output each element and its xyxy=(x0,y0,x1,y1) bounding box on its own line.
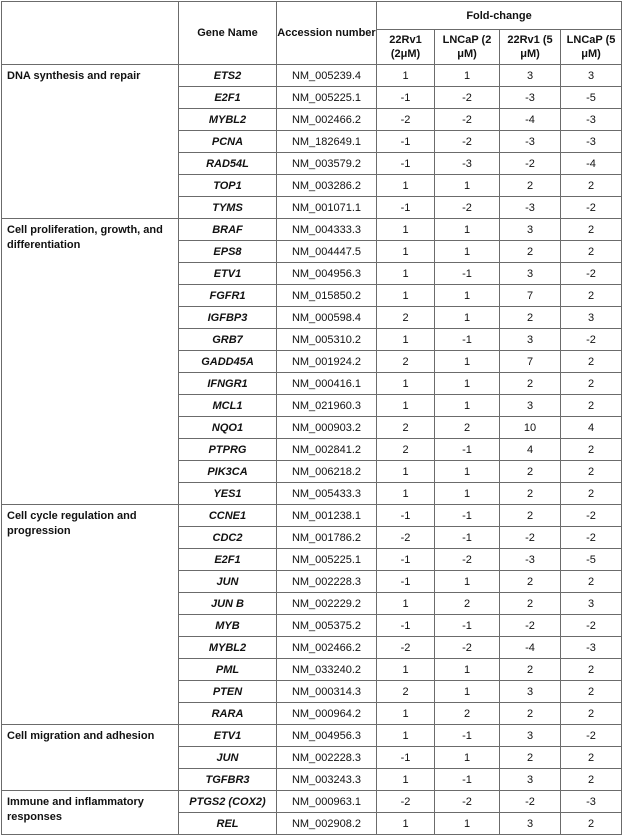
value-22rv1-2um: -1 xyxy=(377,571,435,593)
value-lncap-5um: 2 xyxy=(561,175,622,197)
value-lncap-2um: -1 xyxy=(435,615,500,637)
accession-cell: NM_001071.1 xyxy=(277,197,377,219)
value-22rv1-2um: -2 xyxy=(377,637,435,659)
value-22rv1-2um: -1 xyxy=(377,197,435,219)
gene-name-cell: RAD54L xyxy=(179,153,277,175)
value-22rv1-5um: 2 xyxy=(500,175,561,197)
category-label: Cell cycle regulation and progression xyxy=(2,505,179,725)
value-22rv1-5um: 7 xyxy=(500,285,561,307)
value-lncap-5um: 4 xyxy=(561,417,622,439)
gene-name-cell: IFNGR1 xyxy=(179,373,277,395)
gene-name-cell: E2F1 xyxy=(179,87,277,109)
value-lncap-2um: 1 xyxy=(435,373,500,395)
value-lncap-5um: -3 xyxy=(561,131,622,153)
header-accession: Accession number xyxy=(277,2,377,65)
gene-name-cell: PTEN xyxy=(179,681,277,703)
header-fold-change: Fold-change xyxy=(377,2,622,30)
value-22rv1-2um: -1 xyxy=(377,747,435,769)
value-22rv1-5um: 2 xyxy=(500,461,561,483)
value-lncap-5um: -2 xyxy=(561,527,622,549)
value-lncap-5um: 2 xyxy=(561,571,622,593)
gene-name-cell: FGFR1 xyxy=(179,285,277,307)
value-lncap-2um: -1 xyxy=(435,769,500,791)
gene-name-cell: EPS8 xyxy=(179,241,277,263)
accession-cell: NM_182649.1 xyxy=(277,131,377,153)
value-22rv1-5um: 2 xyxy=(500,505,561,527)
gene-name-cell: ETV1 xyxy=(179,725,277,747)
value-22rv1-5um: 3 xyxy=(500,219,561,241)
accession-cell: NM_006218.2 xyxy=(277,461,377,483)
value-lncap-2um: 1 xyxy=(435,65,500,87)
value-lncap-2um: -3 xyxy=(435,153,500,175)
value-22rv1-5um: 10 xyxy=(500,417,561,439)
header-col-22rv1-2um: 22Rv1 (2μM) xyxy=(377,30,435,65)
value-lncap-5um: 2 xyxy=(561,439,622,461)
value-22rv1-5um: 2 xyxy=(500,483,561,505)
fold-change-table xyxy=(1,1,622,835)
value-22rv1-5um: 7 xyxy=(500,351,561,373)
value-22rv1-5um: 3 xyxy=(500,329,561,351)
value-22rv1-2um: 1 xyxy=(377,659,435,681)
accession-cell: NM_000964.2 xyxy=(277,703,377,725)
gene-name-cell: BRAF xyxy=(179,219,277,241)
category-label: DNA synthesis and repair xyxy=(2,65,179,219)
value-lncap-2um: -2 xyxy=(435,131,500,153)
value-22rv1-5um: 3 xyxy=(500,263,561,285)
value-22rv1-2um: 1 xyxy=(377,769,435,791)
accession-cell: NM_021960.3 xyxy=(277,395,377,417)
value-22rv1-2um: -1 xyxy=(377,87,435,109)
value-lncap-2um: -2 xyxy=(435,637,500,659)
value-22rv1-5um: -2 xyxy=(500,153,561,175)
value-22rv1-5um: 3 xyxy=(500,65,561,87)
gene-name-cell: ETV1 xyxy=(179,263,277,285)
gene-name-cell: MYBL2 xyxy=(179,637,277,659)
gene-name-cell: MYB xyxy=(179,615,277,637)
value-22rv1-5um: -4 xyxy=(500,109,561,131)
gene-name-cell: JUN xyxy=(179,747,277,769)
value-22rv1-2um: 2 xyxy=(377,681,435,703)
gene-name-cell: PCNA xyxy=(179,131,277,153)
accession-cell: NM_001786.2 xyxy=(277,527,377,549)
value-lncap-2um: -2 xyxy=(435,87,500,109)
value-22rv1-2um: -1 xyxy=(377,549,435,571)
table-row xyxy=(2,791,622,813)
gene-name-cell: PTPRG xyxy=(179,439,277,461)
gene-name-cell: JUN xyxy=(179,571,277,593)
value-22rv1-2um: 1 xyxy=(377,703,435,725)
gene-name-cell: CDC2 xyxy=(179,527,277,549)
value-22rv1-5um: 3 xyxy=(500,395,561,417)
value-22rv1-5um: -3 xyxy=(500,197,561,219)
value-lncap-2um: 1 xyxy=(435,351,500,373)
value-lncap-5um: -2 xyxy=(561,615,622,637)
table-body xyxy=(2,65,622,835)
value-lncap-2um: -2 xyxy=(435,791,500,813)
value-22rv1-2um: 1 xyxy=(377,593,435,615)
value-lncap-5um: -2 xyxy=(561,505,622,527)
gene-name-cell: GADD45A xyxy=(179,351,277,373)
value-lncap-5um: -2 xyxy=(561,263,622,285)
header-col-lncap-5um: LNCaP (5 μM) xyxy=(561,30,622,65)
value-22rv1-2um: 1 xyxy=(377,65,435,87)
accession-cell: NM_002841.2 xyxy=(277,439,377,461)
gene-name-cell: E2F1 xyxy=(179,549,277,571)
value-22rv1-5um: -2 xyxy=(500,615,561,637)
value-22rv1-2um: 1 xyxy=(377,285,435,307)
value-lncap-2um: 1 xyxy=(435,285,500,307)
accession-cell: NM_000314.3 xyxy=(277,681,377,703)
accession-cell: NM_002466.2 xyxy=(277,109,377,131)
value-lncap-2um: 2 xyxy=(435,417,500,439)
value-lncap-2um: -2 xyxy=(435,109,500,131)
gene-name-cell: RARA xyxy=(179,703,277,725)
value-lncap-2um: -2 xyxy=(435,197,500,219)
value-lncap-2um: 1 xyxy=(435,571,500,593)
value-lncap-5um: 2 xyxy=(561,241,622,263)
accession-cell: NM_000598.4 xyxy=(277,307,377,329)
value-lncap-5um: -5 xyxy=(561,87,622,109)
value-lncap-5um: 2 xyxy=(561,285,622,307)
value-22rv1-2um: 1 xyxy=(377,329,435,351)
accession-cell: NM_033240.2 xyxy=(277,659,377,681)
value-lncap-5um: 2 xyxy=(561,747,622,769)
header-category-cell xyxy=(2,2,179,65)
gene-name-cell: YES1 xyxy=(179,483,277,505)
gene-name-cell: TYMS xyxy=(179,197,277,219)
gene-name-cell: REL xyxy=(179,813,277,835)
value-lncap-2um: 1 xyxy=(435,219,500,241)
accession-cell: NM_003243.3 xyxy=(277,769,377,791)
value-22rv1-2um: 2 xyxy=(377,439,435,461)
gene-name-cell: CCNE1 xyxy=(179,505,277,527)
value-lncap-5um: -3 xyxy=(561,791,622,813)
value-22rv1-2um: 1 xyxy=(377,395,435,417)
accession-cell: NM_002228.3 xyxy=(277,571,377,593)
value-22rv1-2um: 1 xyxy=(377,461,435,483)
accession-cell: NM_000416.1 xyxy=(277,373,377,395)
value-22rv1-5um: -2 xyxy=(500,527,561,549)
value-lncap-5um: -3 xyxy=(561,109,622,131)
value-lncap-5um: 2 xyxy=(561,483,622,505)
value-lncap-2um: 1 xyxy=(435,461,500,483)
value-22rv1-2um: -1 xyxy=(377,153,435,175)
value-lncap-5um: 2 xyxy=(561,373,622,395)
accession-cell: NM_005375.2 xyxy=(277,615,377,637)
value-22rv1-5um: 3 xyxy=(500,813,561,835)
value-22rv1-2um: -1 xyxy=(377,505,435,527)
value-lncap-5um: 3 xyxy=(561,65,622,87)
value-22rv1-2um: 1 xyxy=(377,483,435,505)
accession-cell: NM_004956.3 xyxy=(277,263,377,285)
accession-cell: NM_002466.2 xyxy=(277,637,377,659)
accession-cell: NM_005433.3 xyxy=(277,483,377,505)
gene-name-cell: ETS2 xyxy=(179,65,277,87)
value-22rv1-5um: 2 xyxy=(500,241,561,263)
value-22rv1-5um: 4 xyxy=(500,439,561,461)
category-label: Cell proliferation, growth, and differentiation xyxy=(2,219,179,505)
gene-name-cell: TGFBR3 xyxy=(179,769,277,791)
value-lncap-5um: 2 xyxy=(561,219,622,241)
accession-cell: NM_004447.5 xyxy=(277,241,377,263)
value-lncap-2um: -1 xyxy=(435,263,500,285)
value-22rv1-5um: -2 xyxy=(500,791,561,813)
table-row xyxy=(2,505,622,527)
value-lncap-5um: -2 xyxy=(561,197,622,219)
header-col-lncap-2um: LNCaP (2 μM) xyxy=(435,30,500,65)
value-22rv1-2um: -2 xyxy=(377,791,435,813)
accession-cell: NM_000903.2 xyxy=(277,417,377,439)
value-lncap-5um: -4 xyxy=(561,153,622,175)
value-lncap-2um: 1 xyxy=(435,747,500,769)
accession-cell: NM_000963.1 xyxy=(277,791,377,813)
accession-cell: NM_004333.3 xyxy=(277,219,377,241)
value-lncap-2um: 1 xyxy=(435,483,500,505)
value-lncap-2um: -1 xyxy=(435,505,500,527)
gene-name-cell: PTGS2 (COX2) xyxy=(179,791,277,813)
value-lncap-2um: -1 xyxy=(435,527,500,549)
value-lncap-5um: 2 xyxy=(561,703,622,725)
value-lncap-2um: 2 xyxy=(435,593,500,615)
accession-cell: NM_002229.2 xyxy=(277,593,377,615)
value-22rv1-2um: 2 xyxy=(377,417,435,439)
value-22rv1-5um: 2 xyxy=(500,747,561,769)
value-lncap-5um: 2 xyxy=(561,659,622,681)
value-22rv1-5um: 2 xyxy=(500,373,561,395)
accession-cell: NM_005239.4 xyxy=(277,65,377,87)
gene-name-cell: TOP1 xyxy=(179,175,277,197)
table-row xyxy=(2,725,622,747)
value-22rv1-5um: 2 xyxy=(500,659,561,681)
gene-name-cell: PIK3CA xyxy=(179,461,277,483)
value-22rv1-5um: 3 xyxy=(500,769,561,791)
value-lncap-5um: 2 xyxy=(561,351,622,373)
accession-cell: NM_015850.2 xyxy=(277,285,377,307)
value-lncap-5um: -2 xyxy=(561,725,622,747)
accession-cell: NM_003579.2 xyxy=(277,153,377,175)
value-lncap-5um: -2 xyxy=(561,329,622,351)
value-22rv1-5um: 3 xyxy=(500,725,561,747)
value-lncap-2um: 1 xyxy=(435,681,500,703)
accession-cell: NM_005225.1 xyxy=(277,549,377,571)
value-lncap-2um: 1 xyxy=(435,241,500,263)
accession-cell: NM_001924.2 xyxy=(277,351,377,373)
value-22rv1-2um: 1 xyxy=(377,241,435,263)
header-col-22rv1-5um: 22Rv1 (5 μM) xyxy=(500,30,561,65)
header-gene-name: Gene Name xyxy=(179,2,277,65)
accession-cell: NM_002228.3 xyxy=(277,747,377,769)
value-22rv1-2um: 1 xyxy=(377,219,435,241)
gene-name-cell: JUN B xyxy=(179,593,277,615)
value-lncap-5um: 3 xyxy=(561,307,622,329)
value-22rv1-2um: 1 xyxy=(377,373,435,395)
table-row xyxy=(2,65,622,87)
value-22rv1-2um: -2 xyxy=(377,527,435,549)
gene-name-cell: MYBL2 xyxy=(179,109,277,131)
value-22rv1-5um: -3 xyxy=(500,87,561,109)
accession-cell: NM_001238.1 xyxy=(277,505,377,527)
value-22rv1-2um: -1 xyxy=(377,615,435,637)
value-22rv1-2um: -1 xyxy=(377,131,435,153)
value-22rv1-2um: -2 xyxy=(377,109,435,131)
value-lncap-2um: -1 xyxy=(435,725,500,747)
gene-name-cell: IGFBP3 xyxy=(179,307,277,329)
value-22rv1-2um: 1 xyxy=(377,175,435,197)
table-row xyxy=(2,219,622,241)
accession-cell: NM_003286.2 xyxy=(277,175,377,197)
value-lncap-5um: -5 xyxy=(561,549,622,571)
value-22rv1-5um: -4 xyxy=(500,637,561,659)
value-lncap-2um: 1 xyxy=(435,813,500,835)
value-lncap-2um: 1 xyxy=(435,175,500,197)
gene-name-cell: NQO1 xyxy=(179,417,277,439)
accession-cell: NM_005225.1 xyxy=(277,87,377,109)
value-lncap-5um: 2 xyxy=(561,769,622,791)
value-22rv1-2um: 1 xyxy=(377,263,435,285)
value-lncap-5um: 2 xyxy=(561,681,622,703)
accession-cell: NM_005310.2 xyxy=(277,329,377,351)
gene-name-cell: MCL1 xyxy=(179,395,277,417)
value-22rv1-2um: 1 xyxy=(377,725,435,747)
value-lncap-5um: 2 xyxy=(561,461,622,483)
value-lncap-2um: 1 xyxy=(435,395,500,417)
value-22rv1-2um: 1 xyxy=(377,813,435,835)
gene-name-cell: GRB7 xyxy=(179,329,277,351)
value-22rv1-5um: 2 xyxy=(500,307,561,329)
value-lncap-2um: 1 xyxy=(435,659,500,681)
value-22rv1-5um: 2 xyxy=(500,703,561,725)
accession-cell: NM_004956.3 xyxy=(277,725,377,747)
category-label: Immune and inflammatory responses xyxy=(2,791,179,835)
value-lncap-2um: 2 xyxy=(435,703,500,725)
value-lncap-5um: 3 xyxy=(561,593,622,615)
value-22rv1-5um: 2 xyxy=(500,571,561,593)
value-lncap-5um: 2 xyxy=(561,813,622,835)
value-lncap-2um: 1 xyxy=(435,307,500,329)
value-22rv1-5um: -3 xyxy=(500,131,561,153)
category-label: Cell migration and adhesion xyxy=(2,725,179,791)
accession-cell: NM_002908.2 xyxy=(277,813,377,835)
value-22rv1-5um: 2 xyxy=(500,593,561,615)
gene-name-cell: PML xyxy=(179,659,277,681)
value-22rv1-2um: 2 xyxy=(377,351,435,373)
value-lncap-2um: -2 xyxy=(435,549,500,571)
value-lncap-5um: 2 xyxy=(561,395,622,417)
value-lncap-5um: -3 xyxy=(561,637,622,659)
value-22rv1-2um: 2 xyxy=(377,307,435,329)
value-lncap-2um: -1 xyxy=(435,439,500,461)
value-22rv1-5um: -3 xyxy=(500,549,561,571)
value-lncap-2um: -1 xyxy=(435,329,500,351)
value-22rv1-5um: 3 xyxy=(500,681,561,703)
